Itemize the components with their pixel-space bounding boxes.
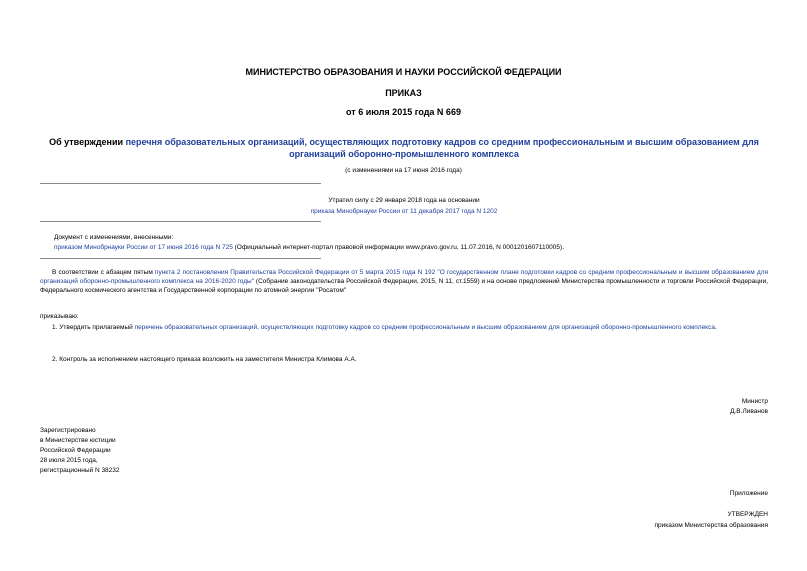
item1-end: .: [714, 324, 717, 331]
registration-block: [40, 426, 120, 476]
order-item-1: [40, 323, 768, 332]
approved-by: приказом Министерства образования: [654, 522, 768, 529]
doc-date-number: от 6 июля 2015 года N 669: [346, 107, 461, 117]
document-title: [40, 136, 768, 160]
registration-line: Российской Федерации: [40, 447, 111, 454]
registration-line: Зарегистрировано: [40, 427, 96, 434]
order-item-2: 2. Контроль за исполнением настоящего приказа возложить на заместителя Министра Климова А.А.: [52, 356, 357, 363]
edits-note: (с изменениями на 17 июня 2016 года): [345, 167, 462, 174]
appendix-label: Приложение: [729, 490, 768, 497]
title-link[interactable]: перечня образовательных организаций, осуществляющих подготовку кадров со средним профессиональным и высшим образованием для организаций оборонно-промышленного комплекса: [125, 137, 759, 159]
registration-line: в Министерстве юстиции: [40, 437, 116, 444]
item1-text: 1. Утвердить прилагаемый: [52, 324, 135, 331]
preamble-text-end: (Собрание законодательства Российской Федерации, 2015, N 11, ст.1559) и на основе предложений Министерства промышленности и торговли Российской Федерации, Федерального космического агентства и Государственной корпорации по атомной энергии "Росатом": [40, 278, 769, 294]
preamble-text: В соответствии с абзацем пятым: [52, 269, 155, 276]
title-prefix: Об утверждении: [49, 137, 126, 147]
changes-line: [54, 243, 774, 252]
ministry-heading: МИНИСТЕРСТВО ОБРАЗОВАНИЯ И НАУКИ РОССИЙСКОЙ ФЕДЕРАЦИИ: [245, 67, 562, 77]
doc-type-heading: ПРИКАЗ: [385, 88, 422, 98]
order-word: приказываю:: [40, 313, 79, 320]
preamble-paragraph: [40, 268, 768, 295]
registration-line: 28 июля 2015 года,: [40, 457, 98, 464]
state-plan-link[interactable]: "О государственном плане подготовки кадров со средним профессиональным и высшим образованием для организаций оборонно-промышленного комплекса на 2016-2020 годы": [40, 269, 769, 285]
revocation-link[interactable]: приказа Минобрнауки России от 11 декабря 2017 года N 1202: [310, 208, 498, 215]
decree-link[interactable]: пункта 2 постановления Правительства Российской Федерации от 5 марта 2015 года N 192: [154, 269, 436, 276]
signature-name: Д.В.Ливанов: [730, 408, 768, 415]
revocation-text: Утратил силу с 29 января 2018 года на основании: [328, 197, 480, 204]
registration-line: регистрационный N 38232: [40, 467, 120, 474]
divider: [40, 221, 321, 222]
list-link[interactable]: перечень образовательных организаций, осуществляющих подготовку кадров со средним профессиональным и высшим образованием для организаций оборонно-промышленного комплекса: [134, 324, 715, 331]
changes-source: (Официальный интернет-портал правовой информации www.pravo.gov.ru, 11.07.2016, N 0001201607110005).: [232, 244, 565, 251]
changes-label: Документ с изменениями, внесенными:: [54, 234, 174, 241]
approved-label: УТВЕРЖДЕН: [727, 511, 768, 518]
divider: [40, 258, 321, 259]
changes-link[interactable]: приказом Минобрнауки России от 17 июня 2016 года N 725: [54, 244, 233, 251]
divider: [40, 183, 321, 184]
signature-position: Министр: [741, 398, 768, 405]
